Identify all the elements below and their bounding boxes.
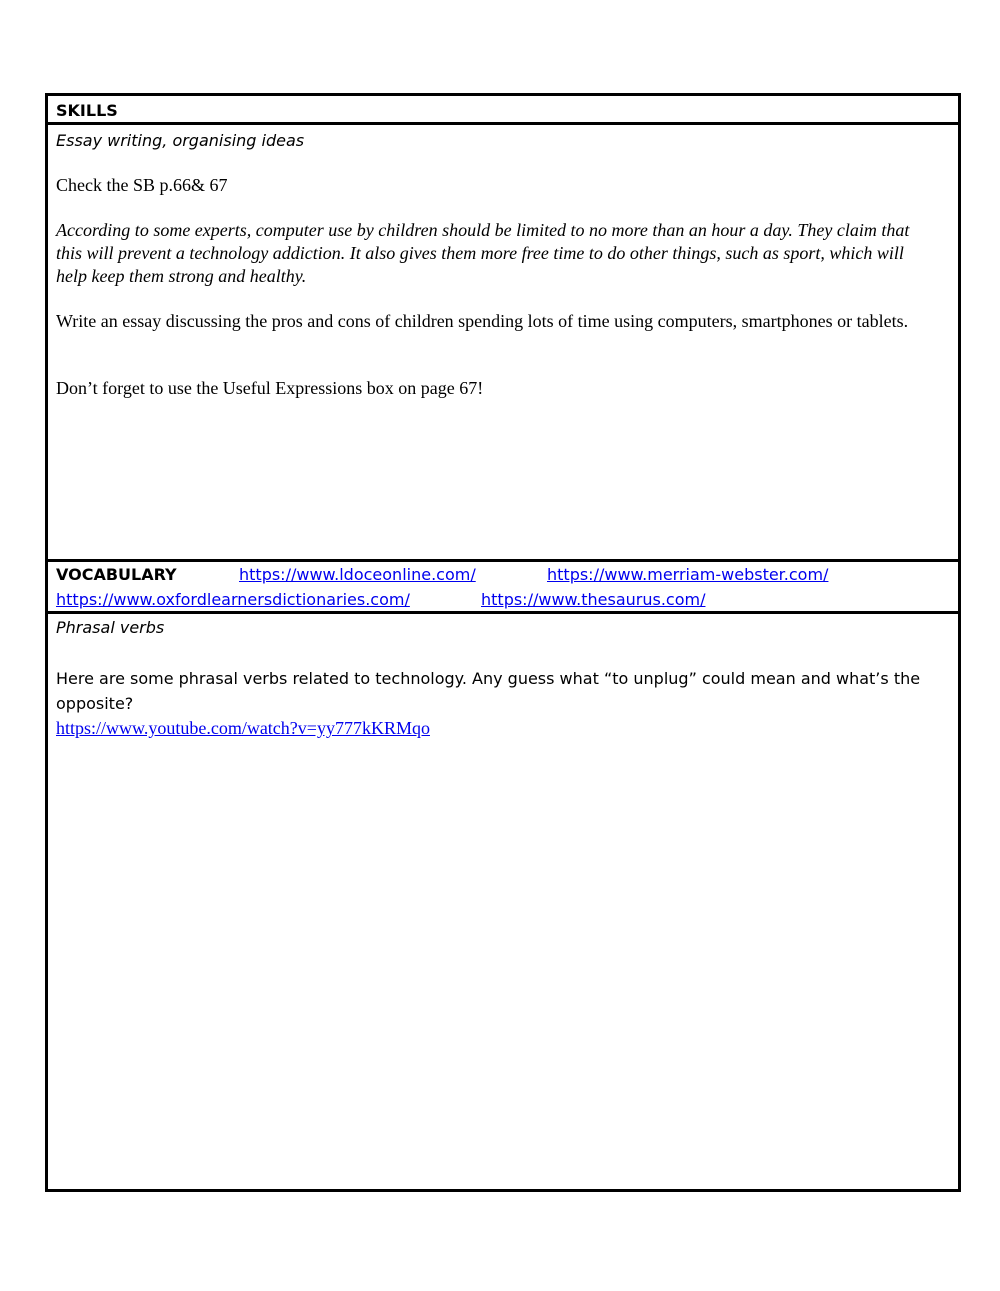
skills-body-row (48, 125, 958, 562)
link-oxford-learners[interactable]: https://www.oxfordlearnersdictionaries.com/ (56, 590, 410, 609)
youtube-video-link[interactable]: https://www.youtube.com/watch?v=yy777kKRMqo (56, 718, 430, 738)
link-ldoceonline[interactable]: https://www.ldoceonline.com/ (239, 565, 476, 584)
link-merriam-webster[interactable]: https://www.merriam-webster.com/ (547, 565, 829, 584)
essay-task-text: Write an essay discussing the pros and cons of children spending lots of time using computers, smartphones or tablets. (56, 311, 909, 331)
vocabulary-heading: VOCABULARY (56, 565, 177, 584)
essay-prompt-quote: According to some experts, computer use by children should be limited to no more than an hour a day. They claim that this will prevent a technology addiction. It also gives them more free time to do other things, such as sport, which will help keep them strong and healthy. (56, 220, 910, 286)
useful-expressions-reminder: Don’t forget to use the Useful Expressions box on page 67! (56, 378, 484, 398)
skills-heading: SKILLS (56, 101, 118, 120)
phrasal-verbs-subheading: Phrasal verbs (56, 618, 165, 637)
skills-subheading: Essay writing, organising ideas (56, 131, 305, 150)
skills-header-row (48, 96, 958, 125)
check-sb-text: Check the SB p.66& 67 (56, 175, 228, 195)
vocabulary-body-row (48, 614, 958, 1189)
worksheet-table (45, 93, 961, 1192)
vocabulary-header-row (48, 562, 958, 614)
link-thesaurus[interactable]: https://www.thesaurus.com/ (481, 590, 706, 609)
phrasal-verbs-question: Here are some phrasal verbs related to technology. Any guess what “to unplug” could mean and what’s the opposite? (56, 669, 921, 713)
